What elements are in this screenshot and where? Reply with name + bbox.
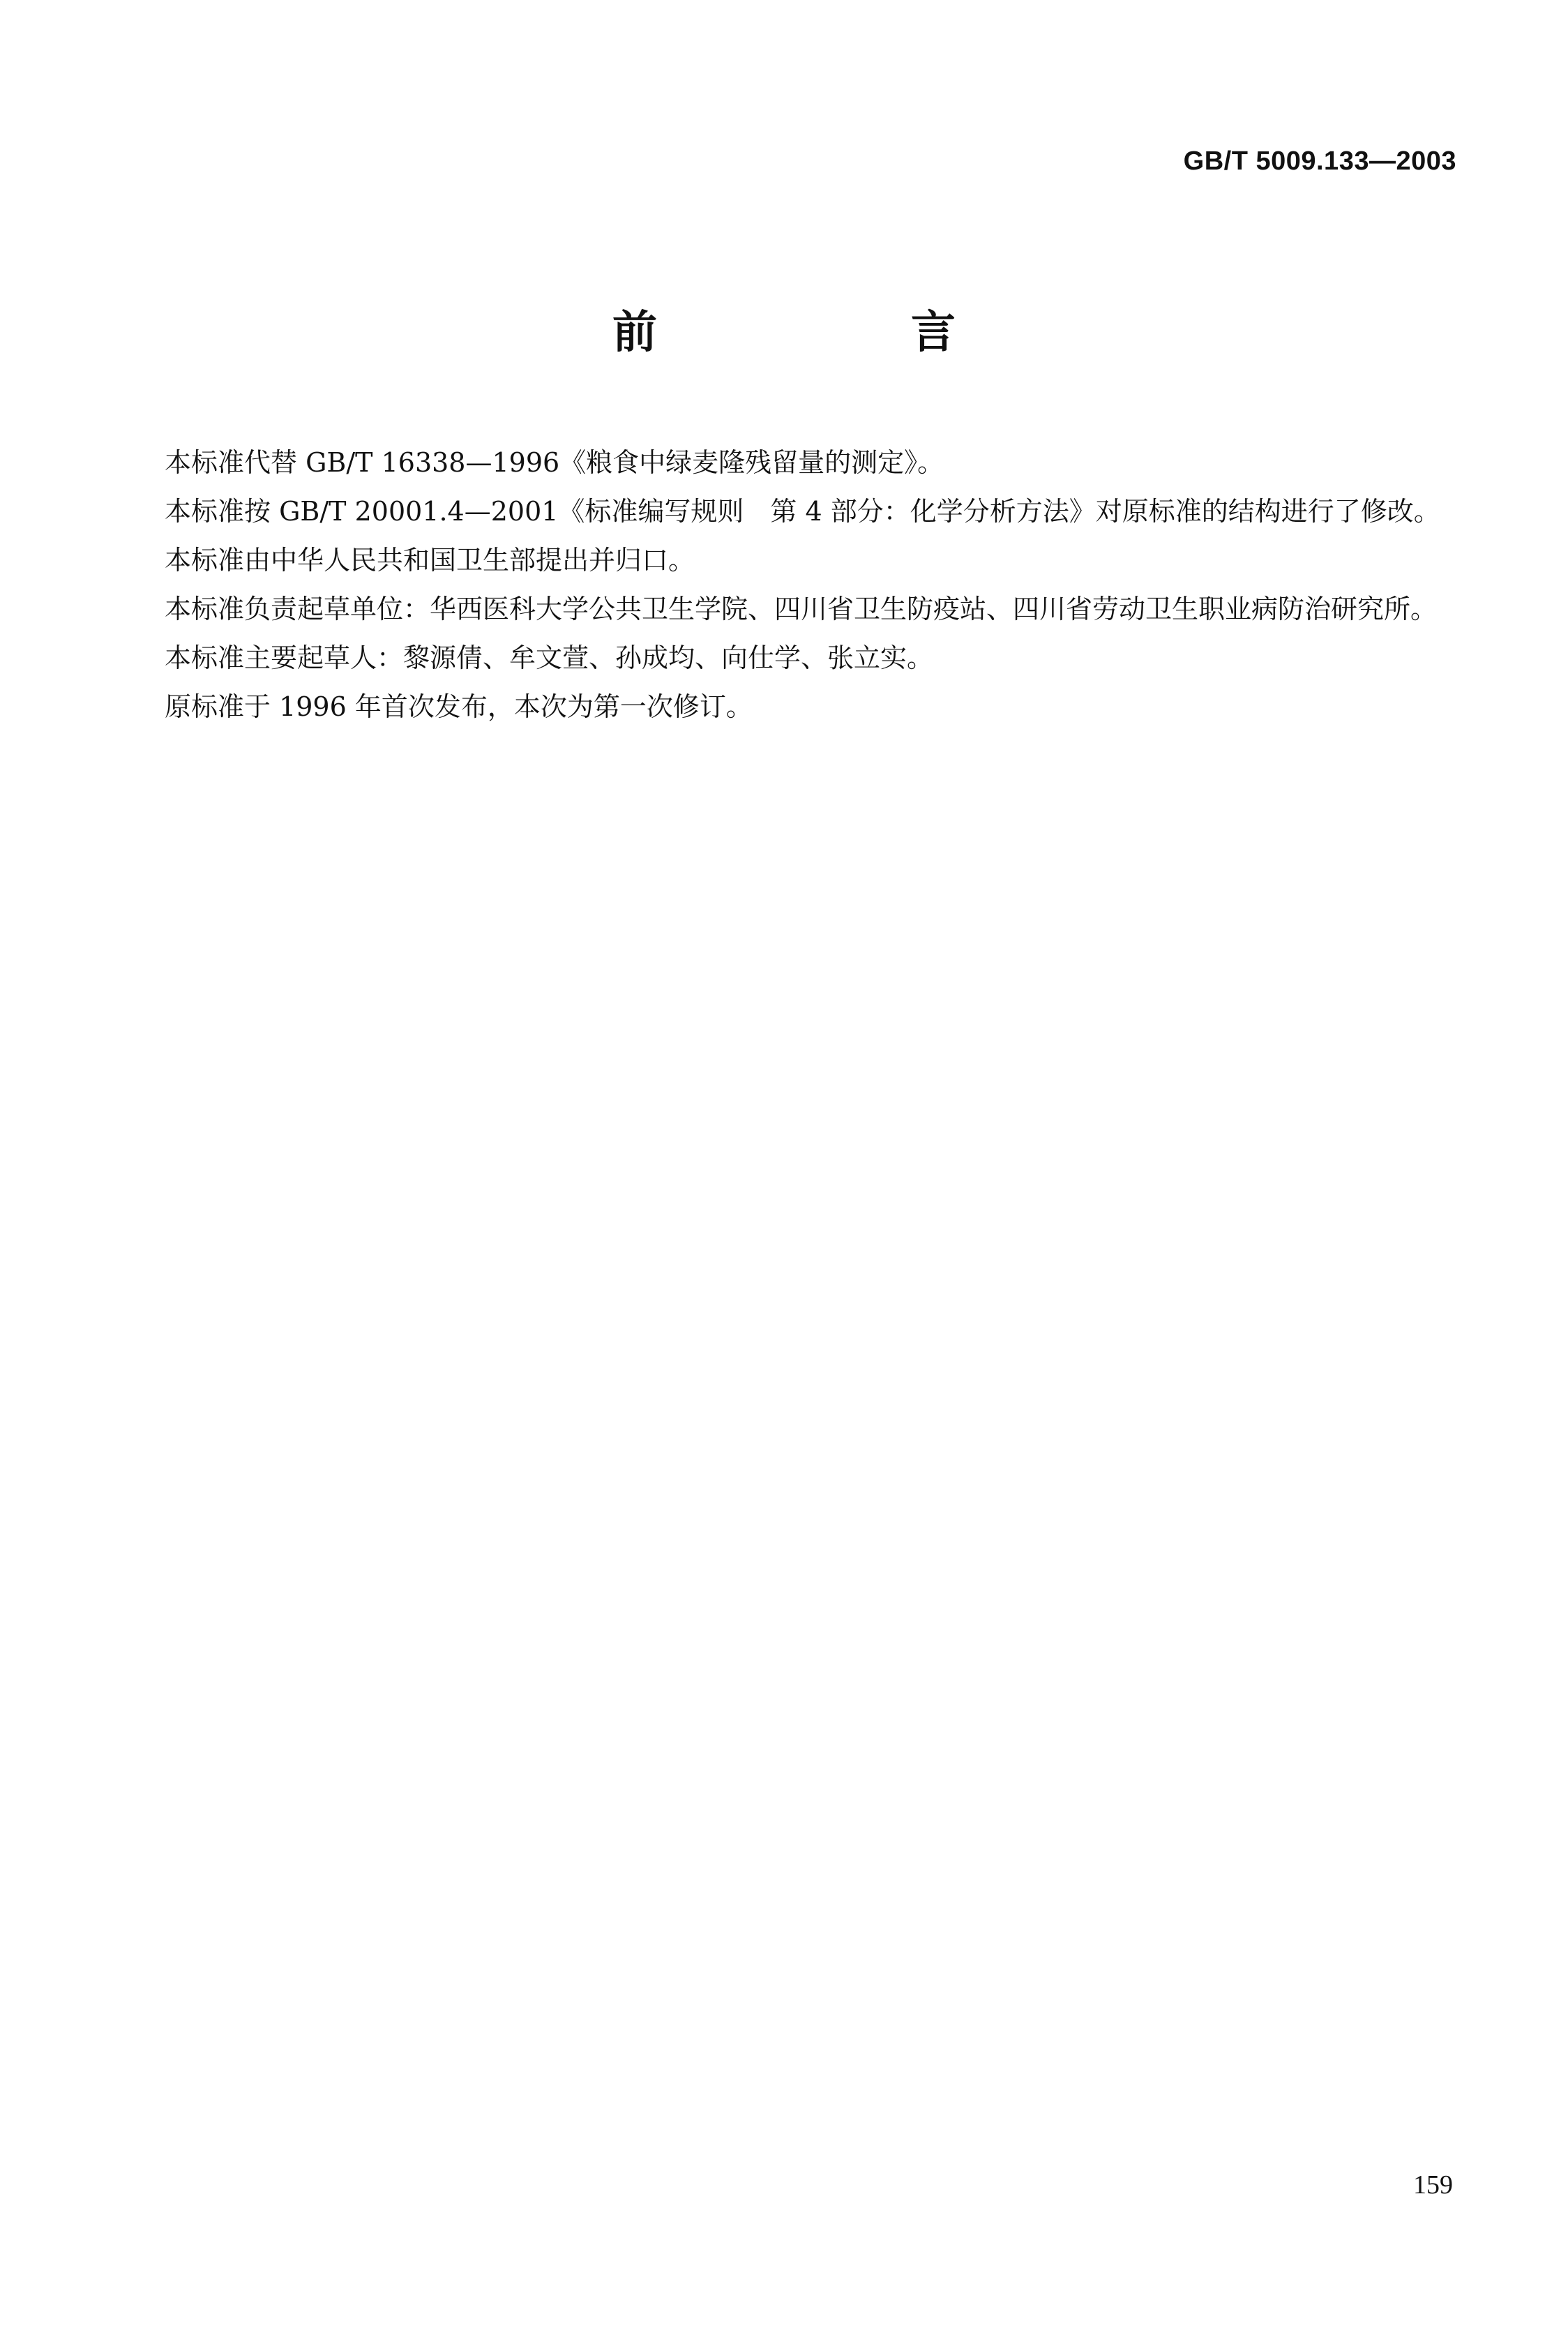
- paragraph-proposer: 本标准由中华人民共和国卫生部提出并归口。: [165, 545, 695, 576]
- paragraph-drafting-units: 本标准负责起草单位：华西医科大学公共卫生学院、四川省卫生防疫站、四川省劳动卫生职业病防治研究所。: [165, 594, 1438, 624]
- standard-code: GB/T 5009.133—2003: [1183, 146, 1456, 176]
- paragraph-replaces: 本标准代替 GB/T 16338—1996《粮食中绿麦隆残留量的测定》。: [165, 447, 944, 478]
- page-number: 159: [1413, 2170, 1453, 2200]
- preface-body: [82, 438, 1463, 731]
- paragraph-structure: 本标准按 GB/T 20001.4—2001《标准编写规则 第 4 部分：化学分析方法》对原标准的结构进行了修改。: [165, 496, 1440, 527]
- paragraph-drafters: 本标准主要起草人：黎源倩、牟文萱、孙成均、向仕学、张立实。: [165, 643, 934, 673]
- preface-title: 前 言: [612, 307, 1060, 359]
- paragraph-history: 原标准于 1996 年首次发布，本次为第一次修订。: [165, 691, 753, 722]
